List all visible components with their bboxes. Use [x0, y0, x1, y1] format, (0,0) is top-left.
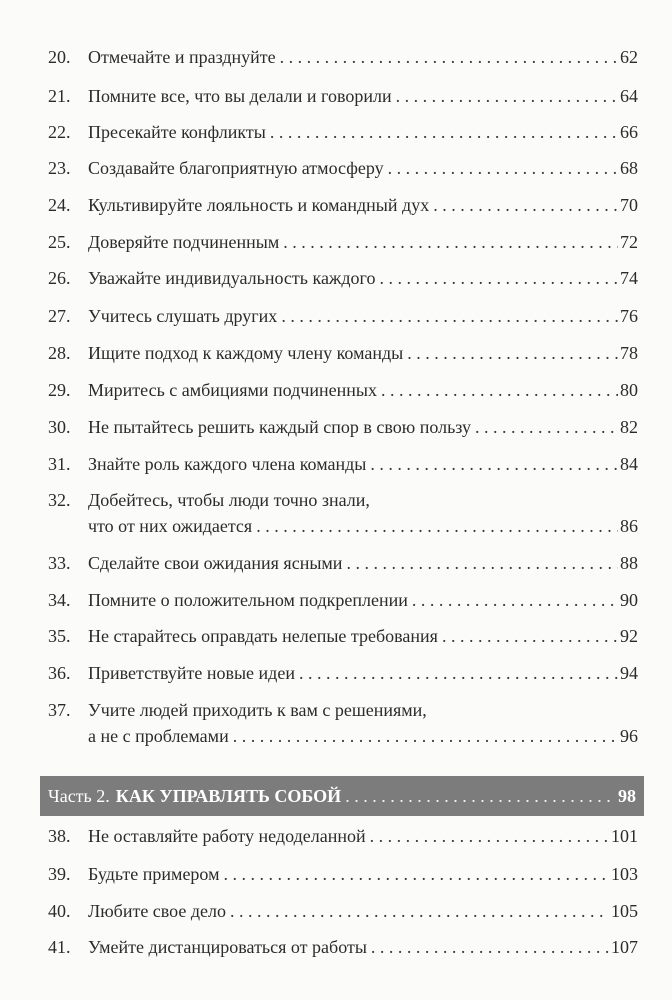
dot-leader [442, 626, 618, 646]
dot-leader [280, 47, 618, 67]
toc-entry [48, 232, 638, 252]
toc-entry [48, 553, 638, 573]
entry-page-number: 76 [620, 306, 638, 326]
entry-title: Пресекайте конфликты [88, 122, 266, 142]
dot-leader [388, 158, 618, 178]
entry-title: Сделайте свои ожидания ясными [88, 553, 343, 573]
entry-title: Культивируйте лояльность и командный дух [88, 195, 430, 215]
part-page-number: 98 [618, 785, 636, 806]
entry-title: Не пытайтесь решить каждый спор в свою пользу [88, 417, 472, 437]
entry-page-number: 62 [620, 47, 638, 67]
entry-title: Знайте роль каждого члена команды [88, 454, 367, 474]
entry-page-number: 84 [620, 454, 638, 474]
entry-number: 41. [48, 937, 71, 957]
toc-entry [48, 700, 638, 746]
entry-title-line2: а не с проблемами [88, 726, 229, 746]
entry-page-number: 92 [620, 626, 638, 646]
entry-title-line2: что от них ожидается [88, 516, 253, 536]
entry-number: 40. [48, 901, 71, 921]
toc-entry [48, 626, 638, 646]
entry-page-number: 86 [620, 516, 638, 536]
toc-entry [48, 417, 638, 437]
dot-leader [412, 590, 618, 610]
entry-page-number: 96 [620, 726, 638, 746]
entry-title-line1: Учите людей приходить к вам с решениями, [88, 700, 427, 720]
entry-title: Любите свое дело [88, 901, 227, 921]
entry-page-number: 80 [620, 380, 638, 400]
entry-page-number: 66 [620, 122, 638, 142]
toc-entry [48, 864, 638, 884]
entry-page-number: 82 [620, 417, 638, 437]
entry-number: 27. [48, 306, 71, 326]
part-title: КАК УПРАВЛЯТЬ СОБОЙ [115, 785, 342, 806]
entry-page-number: 72 [620, 232, 638, 252]
toc-entry [48, 268, 638, 288]
dot-leader [371, 937, 609, 957]
dot-leader [345, 786, 616, 807]
entry-title: Ищите подход к каждому члену команды [88, 343, 404, 363]
dot-leader [370, 454, 618, 474]
toc-entry [48, 343, 638, 363]
dot-leader [475, 417, 618, 437]
dot-leader [223, 864, 609, 884]
toc-entry [48, 380, 638, 400]
part-label: Часть 2. [48, 785, 110, 806]
toc-entry [48, 901, 638, 921]
entry-number: 30. [48, 417, 71, 437]
dot-leader [381, 380, 618, 400]
entry-title: Будьте примером [88, 864, 220, 884]
dot-leader [283, 232, 618, 252]
entry-page-number: 64 [620, 86, 638, 106]
entry-title: Помните все, что вы делали и говорили [88, 86, 392, 106]
entry-number: 37. [48, 700, 71, 720]
dot-leader [230, 901, 609, 921]
entry-title: Уважайте индивидуальность каждого [88, 268, 376, 288]
entry-number: 39. [48, 864, 71, 884]
entry-page-number: 70 [620, 195, 638, 215]
entry-number: 26. [48, 268, 71, 288]
entry-page-number: 74 [620, 268, 638, 288]
dot-leader [346, 553, 618, 573]
entry-title: Помните о положительном подкреплении [88, 590, 408, 610]
entry-number: 35. [48, 626, 71, 646]
toc-entry [48, 663, 638, 683]
entry-title: Не старайтесь оправдать нелепые требования [88, 626, 438, 646]
entry-number: 28. [48, 343, 71, 363]
dot-leader [299, 663, 618, 683]
entry-page-number: 68 [620, 158, 638, 178]
entry-page-number: 101 [611, 826, 638, 846]
entry-page-number: 78 [620, 343, 638, 363]
toc-entry [48, 454, 638, 474]
dot-leader [281, 306, 618, 326]
entry-number: 21. [48, 86, 71, 106]
part-heading-band [40, 776, 644, 816]
toc-entry [48, 490, 638, 536]
toc-entry [48, 306, 638, 326]
entry-number: 36. [48, 663, 71, 683]
entry-number: 38. [48, 826, 71, 846]
toc-entry [48, 158, 638, 178]
entry-number: 24. [48, 195, 71, 215]
dot-leader [433, 195, 618, 215]
dot-leader [379, 268, 618, 288]
entry-title: Доверяйте подчиненным [88, 232, 280, 252]
toc-entry [48, 86, 638, 106]
entry-page-number: 103 [611, 864, 638, 884]
entry-title: Не оставляйте работу недоделанной [88, 826, 366, 846]
entry-page-number: 88 [620, 553, 638, 573]
entry-title: Миритесь с амбициями подчиненных [88, 380, 377, 400]
entry-number: 34. [48, 590, 71, 610]
toc-entry [48, 826, 638, 846]
entry-title: Умейте дистанцироваться от работы [88, 937, 367, 957]
toc-entry [48, 590, 638, 610]
entry-page-number: 90 [620, 590, 638, 610]
toc-entry [48, 122, 638, 142]
toc-entry [48, 937, 638, 957]
entry-number: 25. [48, 232, 71, 252]
entry-title-line1: Добейтесь, чтобы люди точно знали, [88, 490, 370, 510]
entry-page-number: 94 [620, 663, 638, 683]
entry-title: Отмечайте и празднуйте [88, 47, 276, 67]
dot-leader [256, 516, 618, 536]
toc-entry [48, 47, 638, 67]
entry-page-number: 105 [611, 901, 638, 921]
entry-title: Учитесь слушать других [88, 306, 278, 326]
entry-number: 29. [48, 380, 71, 400]
entry-page-number: 107 [611, 937, 638, 957]
entry-number: 33. [48, 553, 71, 573]
dot-leader [370, 826, 609, 846]
dot-leader [407, 343, 618, 363]
entry-number: 23. [48, 158, 71, 178]
dot-leader [233, 726, 618, 746]
dot-leader [270, 122, 618, 142]
entry-title: Создавайте благоприятную атмосферу [88, 158, 384, 178]
dot-leader [396, 86, 618, 106]
entry-number: 20. [48, 47, 71, 67]
entry-number: 22. [48, 122, 71, 142]
entry-title: Приветствуйте новые идеи [88, 663, 295, 683]
entry-number: 32. [48, 490, 71, 510]
toc-entry [48, 195, 638, 215]
entry-number: 31. [48, 454, 71, 474]
